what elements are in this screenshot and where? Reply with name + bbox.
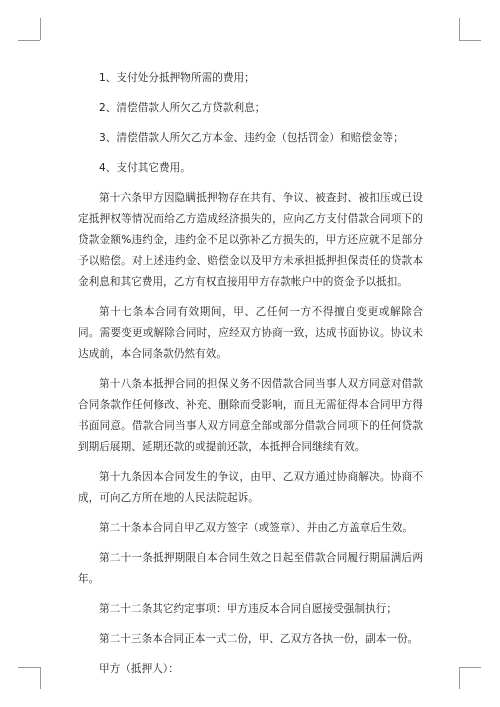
- paragraph: 第十九条因本合同发生的争议，由甲、乙双方通过协商解决。协商不成，可向乙方所在地的人民法院起诉。: [78, 471, 423, 504]
- paragraph: 第十七条本合同有效期间，甲、乙任何一方不得擅自变更或解除合同。需要变更或解除合同时，应经双方协商一致，达成书面协议。协议未达成前，本合同条款仍然有效。: [78, 306, 423, 360]
- crop-mark-bottom-right: [459, 667, 460, 689]
- crop-mark-bottom-right: [459, 667, 481, 668]
- paragraph: 甲方（抵押人）：: [99, 663, 179, 675]
- crop-mark-top-left: [40, 18, 41, 40]
- paragraph: 第二十三条本合同正本一式二份，甲、乙双方各执一份，副本一份。: [99, 633, 419, 645]
- paragraph: 第二十条本合同自甲乙双方签字（或签章）、并由乙方盖章后生效。: [99, 522, 414, 534]
- crop-mark-top-left: [18, 40, 40, 41]
- crop-mark-bottom-left: [40, 667, 41, 689]
- paragraph: 1、支付处分抵押物所需的费用；: [99, 72, 255, 84]
- paragraph: 3、清偿借款人所欠乙方本金、违约金（包括罚金）和赔偿金等；: [99, 132, 404, 144]
- crop-mark-bottom-left: [18, 667, 40, 668]
- crop-mark-top-right: [459, 40, 481, 41]
- paragraph: 第十八条本抵押合同的担保义务不因借款合同当事人双方同意对借款合同条款作任何修改、补充、删除而受影响，而且无需征得本合同甲方得书面同意。借款合同当事人双方同意全部或部分借款合同项下的任何贷款到期后展期、延期还款的或提前还款，本抵押合同继续有效。: [78, 378, 423, 453]
- crop-mark-top-right: [459, 18, 460, 40]
- document-body: [78, 68, 423, 689]
- paragraph: 第二十二条其它约定事项：甲方违反本合同自愿接受强制执行；: [99, 603, 398, 615]
- paragraph: 第十六条甲方因隐瞒抵押物存在共有、争议、被查封、被扣压或已设定抵押权等情况而给乙方造成经济损失的，应向乙方支付借款合同项下的贷款金额%违约金，违约金不足以弥补乙方损失的，甲方还应就不足部分予以赔偿。对上述违约金、赔偿金以及甲方未承担抵押担保责任的贷款本金利息和其它费用，乙方有权直接用甲方存款帐户中的资金予以抵扣。: [78, 192, 423, 288]
- paragraph: 4、支付其它费用。: [99, 162, 191, 174]
- paragraph: 2、清偿借款人所欠乙方贷款利息；: [99, 102, 266, 114]
- paragraph: 第二十一条抵押期限自本合同生效之日起至借款合同履行期届满后两年。: [78, 552, 423, 585]
